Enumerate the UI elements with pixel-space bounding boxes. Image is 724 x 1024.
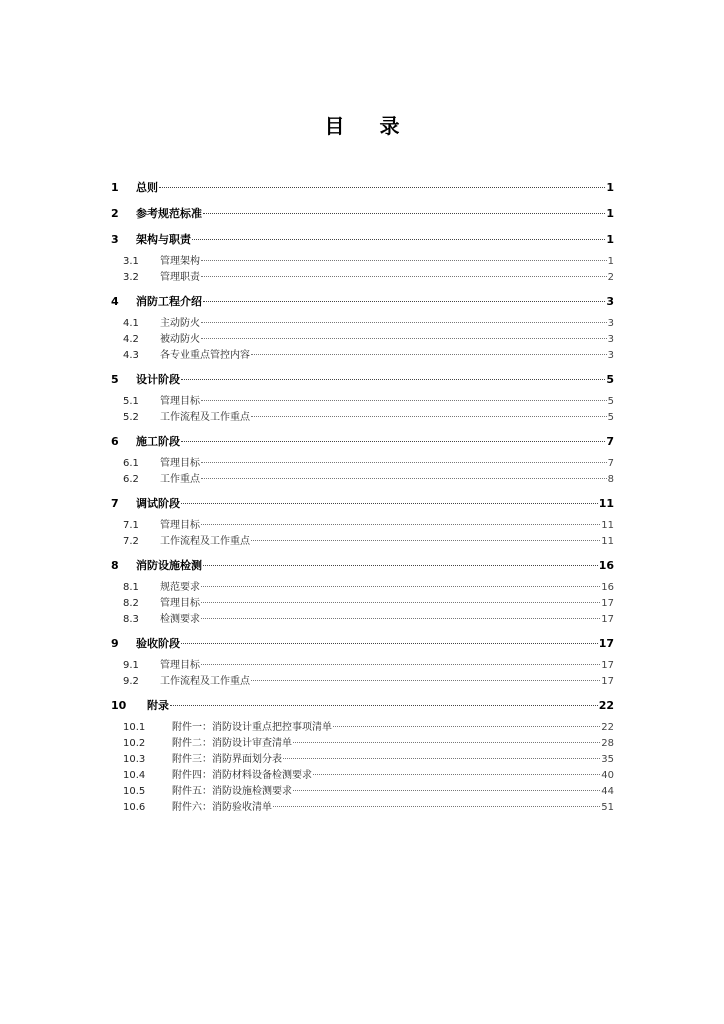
- toc-subentry-number: 4.3: [123, 350, 139, 361]
- toc-entry-number: 8: [111, 559, 119, 572]
- toc-entry-page: 5: [606, 373, 614, 386]
- toc-subentry-title: 管理架构: [160, 256, 200, 267]
- toc-entry-number: 9: [111, 637, 119, 650]
- dot-leader: [201, 664, 600, 665]
- toc-entry[interactable]: [111, 556, 614, 576]
- toc-entry-page: 7: [606, 435, 614, 448]
- toc-entry-number: 2: [111, 207, 119, 220]
- toc-entry-page: 1: [606, 233, 614, 246]
- toc-entry-page: 3: [606, 295, 614, 308]
- toc-entry[interactable]: [111, 178, 614, 198]
- dot-leader: [201, 524, 600, 525]
- toc-entry[interactable]: [111, 696, 614, 716]
- toc-subentry-page: 16: [601, 582, 614, 593]
- toc-entry-page: 17: [598, 637, 614, 650]
- toc-subentry[interactable]: [111, 332, 614, 348]
- dot-leader: [159, 187, 605, 188]
- toc-subentry-page: 3: [607, 318, 614, 329]
- dot-leader: [181, 441, 605, 442]
- toc-subentry[interactable]: [111, 768, 614, 784]
- dot-leader: [201, 400, 607, 401]
- toc-subentry-page: 1: [607, 256, 614, 267]
- toc-subentry-title: 工作重点: [160, 474, 200, 485]
- dot-leader: [283, 758, 600, 759]
- toc-subentry-page: 2: [607, 272, 614, 283]
- toc-subentry-title: 管理目标: [160, 520, 200, 531]
- toc-entry-title: 调试阶段: [136, 497, 180, 510]
- toc-entry-title: 验收阶段: [136, 637, 180, 650]
- toc-entry[interactable]: [111, 494, 614, 514]
- toc-entry-number: 6: [111, 435, 119, 448]
- dot-leader: [192, 239, 605, 240]
- toc-entry-number: 4: [111, 295, 119, 308]
- dot-leader: [273, 806, 600, 807]
- toc-subentry-number: 10.5: [123, 786, 146, 797]
- toc-subentry[interactable]: [111, 394, 614, 410]
- toc-subentry-number: 10.6: [123, 802, 146, 813]
- toc-subentry-page: 35: [601, 754, 614, 765]
- toc-entry-title: 消防工程介绍: [136, 295, 202, 308]
- toc-subentry-page: 44: [601, 786, 614, 797]
- dot-leader: [201, 478, 607, 479]
- toc-subentry-title: 附件一：消防设计重点把控事项清单: [172, 722, 332, 733]
- toc-subentry[interactable]: [111, 752, 614, 768]
- toc-subentry-number: 6.1: [123, 458, 139, 469]
- dot-leader: [201, 462, 607, 463]
- toc-subentry[interactable]: [111, 720, 614, 736]
- toc-subentry[interactable]: [111, 596, 614, 612]
- toc-subentry-number: 10.4: [123, 770, 146, 781]
- toc-subentry[interactable]: [111, 534, 614, 550]
- toc-entry[interactable]: [111, 204, 614, 224]
- dot-leader: [203, 301, 605, 302]
- toc-entry[interactable]: [111, 634, 614, 654]
- toc-subentry-title: 附件六：消防验收清单: [172, 802, 272, 813]
- toc-subentry-number: 5.2: [123, 412, 139, 423]
- toc-subentry-number: 10.1: [123, 722, 146, 733]
- toc-subentry-page: 11: [601, 520, 614, 531]
- toc-subentry[interactable]: [111, 316, 614, 332]
- toc-subentry-page: 11: [601, 536, 614, 547]
- toc-subentry[interactable]: [111, 348, 614, 364]
- dot-leader: [251, 354, 607, 355]
- toc-entry-title: 架构与职责: [136, 233, 191, 246]
- toc-subentry-page: 51: [601, 802, 614, 813]
- toc-subentry-title: 工作流程及工作重点: [160, 412, 250, 423]
- dot-leader: [201, 338, 607, 339]
- dot-leader: [293, 790, 600, 791]
- toc-subentry-page: 17: [601, 598, 614, 609]
- dot-leader: [201, 260, 607, 261]
- toc-entry-title: 附录: [147, 699, 169, 712]
- dot-leader: [251, 540, 600, 541]
- dot-leader: [293, 742, 600, 743]
- toc-subentry[interactable]: [111, 800, 614, 816]
- toc-subentry-page: 3: [607, 350, 614, 361]
- toc-entry-number: 3: [111, 233, 119, 246]
- toc-subentry[interactable]: [111, 410, 614, 426]
- toc-subentry-title: 工作流程及工作重点: [160, 676, 250, 687]
- toc-entry-page: 22: [598, 699, 614, 712]
- toc-subentry-title: 工作流程及工作重点: [160, 536, 250, 547]
- toc-subentry[interactable]: [111, 736, 614, 752]
- toc-subentry[interactable]: [111, 254, 614, 270]
- dot-leader: [201, 618, 600, 619]
- toc-entry-page: 1: [606, 207, 614, 220]
- dot-leader: [201, 602, 600, 603]
- toc-subentry-page: 22: [601, 722, 614, 733]
- toc-subentry-title: 管理目标: [160, 598, 200, 609]
- table-of-contents: [111, 178, 614, 816]
- toc-subentry-number: 9.1: [123, 660, 139, 671]
- toc-subentry-number: 5.1: [123, 396, 139, 407]
- toc-entry-page: 16: [598, 559, 614, 572]
- dot-leader: [251, 416, 607, 417]
- toc-entry-title: 施工阶段: [136, 435, 180, 448]
- dot-leader: [181, 503, 598, 504]
- dot-leader: [313, 774, 600, 775]
- dot-leader: [203, 213, 605, 214]
- dot-leader: [203, 565, 598, 566]
- toc-entry-title: 参考规范标准: [136, 207, 202, 220]
- toc-subentry-number: 7.2: [123, 536, 139, 547]
- toc-entry-number: 10: [111, 699, 127, 712]
- toc-subentry-number: 10.2: [123, 738, 146, 749]
- toc-subentry-page: 7: [607, 458, 614, 469]
- toc-entry[interactable]: [111, 370, 614, 390]
- toc-subentry-page: 17: [601, 676, 614, 687]
- toc-subentry-title: 主动防火: [160, 318, 200, 329]
- toc-entry-page: 1: [606, 181, 614, 194]
- toc-entry[interactable]: [111, 292, 614, 312]
- dot-leader: [181, 379, 605, 380]
- toc-subentry-page: 40: [601, 770, 614, 781]
- dot-leader: [170, 705, 598, 706]
- toc-subentry-number: 8.2: [123, 598, 139, 609]
- toc-subentry-title: 规范要求: [160, 582, 200, 593]
- dot-leader: [201, 276, 607, 277]
- toc-subentry-title: 被动防火: [160, 334, 200, 345]
- toc-entry-page: 11: [598, 497, 614, 510]
- toc-subentry-number: 4.2: [123, 334, 139, 345]
- toc-subentry-title: 管理目标: [160, 396, 200, 407]
- dot-leader: [181, 643, 598, 644]
- toc-subentry-number: 9.2: [123, 676, 139, 687]
- dot-leader: [251, 680, 600, 681]
- toc-subentry-number: 3.1: [123, 256, 139, 267]
- toc-subentry-number: 6.2: [123, 474, 139, 485]
- toc-subentry-number: 3.2: [123, 272, 139, 283]
- toc-subentry-title: 管理职责: [160, 272, 200, 283]
- toc-subentry-title: 检测要求: [160, 614, 200, 625]
- toc-entry-title: 设计阶段: [136, 373, 180, 386]
- toc-subentry-title: 附件二：消防设计审查清单: [172, 738, 292, 749]
- dot-leader: [333, 726, 600, 727]
- toc-entry-title: 总则: [136, 181, 158, 194]
- toc-subentry-page: 5: [607, 412, 614, 423]
- toc-entry-title: 消防设施检测: [136, 559, 202, 572]
- toc-subentry-title: 附件三：消防界面划分表: [172, 754, 282, 765]
- toc-subentry-page: 3: [607, 334, 614, 345]
- dot-leader: [201, 586, 600, 587]
- toc-subentry[interactable]: [111, 580, 614, 596]
- page-title: 目 录: [324, 114, 414, 138]
- toc-subentry-number: 8.1: [123, 582, 139, 593]
- toc-subentry-page: 28: [601, 738, 614, 749]
- toc-subentry[interactable]: [111, 674, 614, 690]
- toc-subentry-title: 管理目标: [160, 660, 200, 671]
- toc-subentry[interactable]: [111, 612, 614, 628]
- toc-subentry-number: 10.3: [123, 754, 146, 765]
- toc-subentry-number: 4.1: [123, 318, 139, 329]
- toc-subentry-page: 17: [601, 660, 614, 671]
- toc-subentry[interactable]: [111, 456, 614, 472]
- toc-subentry-page: 8: [607, 474, 614, 485]
- toc-subentry-page: 17: [601, 614, 614, 625]
- toc-entry[interactable]: [111, 230, 614, 250]
- dot-leader: [201, 322, 607, 323]
- toc-subentry-number: 7.1: [123, 520, 139, 531]
- toc-subentry[interactable]: [111, 270, 614, 286]
- toc-subentry-title: 附件五：消防设施检测要求: [172, 786, 292, 797]
- toc-subentry-page: 5: [607, 396, 614, 407]
- toc-subentry-number: 8.3: [123, 614, 139, 625]
- toc-subentry-title: 附件四：消防材料设备检测要求: [172, 770, 312, 781]
- toc-entry[interactable]: [111, 432, 614, 452]
- toc-subentry[interactable]: [111, 658, 614, 674]
- toc-subentry[interactable]: [111, 472, 614, 488]
- toc-subentry[interactable]: [111, 784, 614, 800]
- toc-entry-number: 7: [111, 497, 119, 510]
- toc-subentry-title: 各专业重点管控内容: [160, 350, 250, 361]
- toc-entry-number: 5: [111, 373, 119, 386]
- toc-subentry-title: 管理目标: [160, 458, 200, 469]
- toc-entry-number: 1: [111, 181, 119, 194]
- toc-subentry[interactable]: [111, 518, 614, 534]
